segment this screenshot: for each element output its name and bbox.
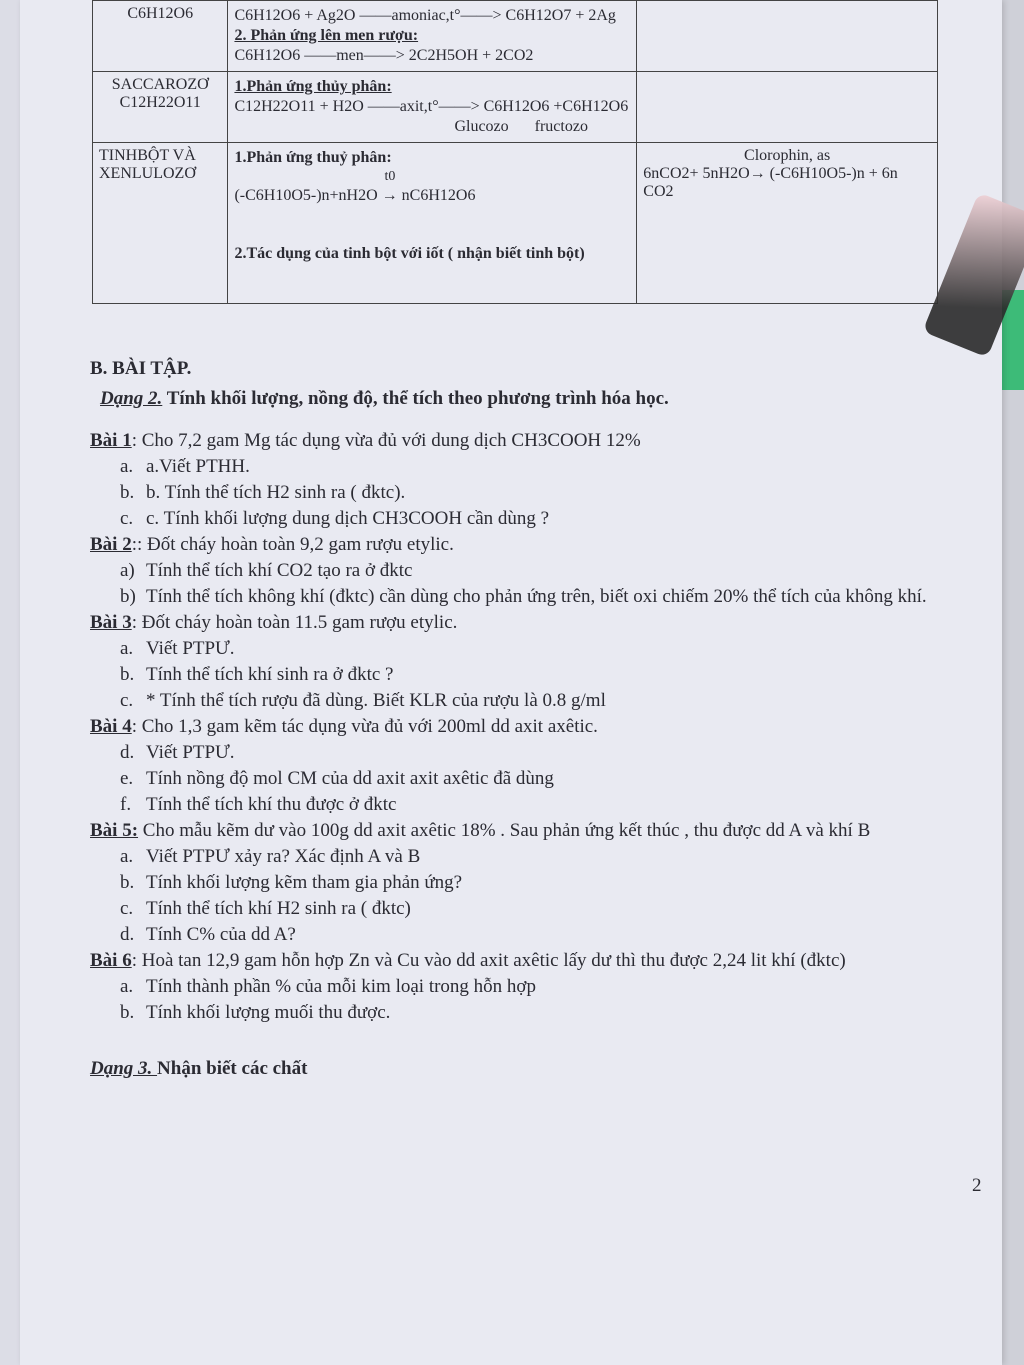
item-marker: d. — [120, 742, 135, 763]
list-item — [120, 688, 980, 714]
item-marker: a. — [120, 456, 134, 477]
item-text: Viết PTPƯ. — [146, 638, 235, 659]
reaction-title: 1.Phản ứng thuỷ phân: — [234, 149, 392, 166]
item-marker: a. — [120, 638, 134, 659]
item-text: Tính thể tích khí H2 sinh ra ( đktc) — [146, 898, 411, 919]
exercise-text: : Cho 1,3 gam kẽm tác dụng vừa đủ với 200ml dd axit axêtic. — [131, 716, 598, 737]
substance-cell — [93, 72, 228, 143]
item-marker: a. — [120, 976, 134, 997]
dang2-heading — [100, 386, 980, 412]
section-title: B. BÀI TẬP. — [90, 358, 192, 379]
exercise-items — [90, 636, 980, 714]
exercise-heading — [90, 532, 980, 558]
item-marker: b. — [120, 872, 135, 893]
list-item — [120, 844, 980, 870]
item-text: Tính nồng độ mol CM của dd axit axit axêtic đã dùng — [146, 768, 554, 789]
item-marker: b. — [120, 482, 135, 503]
exercise-heading — [90, 818, 980, 844]
item-text: b. Tính thể tích H2 sinh ra ( đktc). — [146, 482, 406, 503]
extra-cell — [637, 143, 938, 304]
extra-cell — [637, 72, 938, 143]
list-item — [120, 506, 980, 532]
item-text: Tính thể tích khí thu được ở đktc — [146, 794, 397, 815]
item-marker: a) — [120, 560, 135, 581]
exercise-items — [90, 558, 980, 610]
item-marker: c. — [120, 898, 134, 919]
exercise-label: Bài 4 — [90, 716, 132, 737]
exercise-label: Bài 1 — [90, 430, 132, 451]
extra-condition: Clorophin, as — [744, 147, 831, 164]
exercise-list — [90, 428, 980, 1026]
reaction-equation: (-C6H10O5-)n+nH2O → nC6H12O6 — [234, 187, 476, 204]
list-item — [120, 480, 980, 506]
list-item — [120, 558, 980, 584]
extra-cell — [637, 1, 938, 72]
item-text: Tính thành phần % của mỗi kim loại trong hỗn hợp — [146, 976, 536, 997]
dang3-title: Nhận biết các chất — [157, 1058, 308, 1079]
reaction-equation: C12H22O11 + H2O ——axit,t°——> C6H12O6 +C6H12O6 — [234, 98, 629, 115]
exercise-text: : Cho 7,2 gam Mg tác dụng vừa đủ với dung dịch CH3COOH 12% — [131, 430, 641, 451]
list-item — [120, 896, 980, 922]
dang3-heading — [90, 1056, 980, 1082]
list-item — [120, 454, 980, 480]
substance-name: TINHBỘT VÀ XENLULOZƠ — [99, 147, 196, 182]
list-item — [120, 870, 980, 896]
table-row — [93, 143, 938, 304]
exercise-items — [90, 740, 980, 818]
list-item — [120, 974, 980, 1000]
exercise-label: Bài 6 — [90, 950, 132, 971]
item-text: Tính khối lượng kẽm tham gia phản ứng? — [146, 872, 463, 893]
item-text: c. Tính khối lượng dung dịch CH3COOH cần dùng ? — [146, 508, 550, 529]
exercise-label: Bài 5: — [90, 820, 139, 841]
photosynthesis-equation: 6nCO2+ 5nH2O→ (-C6H10O5-)n + 6n CO2 — [643, 165, 898, 200]
item-marker: a. — [120, 846, 134, 867]
dang2-label: Dạng 2. — [100, 388, 163, 409]
item-text: a.Viết PTHH. — [146, 456, 250, 477]
exercise-text: : Hoà tan 12,9 gam hỗn hợp Zn và Cu vào dd axit axêtic lấy dư thì thu được 2,24 lit khí (đktc) — [131, 950, 846, 971]
substance-cell — [93, 143, 228, 304]
reaction-cell — [228, 143, 637, 304]
dang3-label: Dạng 3. — [90, 1058, 158, 1079]
exercise-heading — [90, 948, 980, 974]
exercise-heading — [90, 610, 980, 636]
page-number: 2 — [972, 1175, 982, 1196]
item-text: * Tính thể tích rượu đã dùng. Biết KLR của rượu là 0.8 g/ml — [146, 690, 606, 711]
item-marker: d. — [120, 924, 135, 945]
reaction-title: 1.Phản ứng thủy phân: — [234, 78, 392, 95]
product-names — [234, 118, 630, 136]
item-text: Tính thể tích khí sinh ra ở đktc ? — [146, 664, 394, 685]
exercise-label: Bài 3 — [90, 612, 132, 633]
substance-formula: C12H22O11 — [119, 94, 201, 111]
list-item — [120, 584, 980, 610]
reaction-title: 2.Tác dụng của tinh bột với iốt ( nhận biết tinh bột) — [234, 245, 585, 262]
reaction-table — [92, 0, 938, 304]
list-item — [120, 1000, 980, 1026]
item-text: Viết PTPƯ xảy ra? Xác định A và B — [146, 846, 421, 867]
list-item — [120, 662, 980, 688]
substance-name: SACCAROZƠ — [111, 76, 209, 93]
item-marker: e. — [120, 768, 134, 789]
reaction-title: 2. Phản ứng lên men rượu: — [234, 27, 419, 44]
item-marker: b. — [120, 1002, 135, 1023]
list-item — [120, 636, 980, 662]
reaction-cell — [228, 72, 637, 143]
dang2-title: Tính khối lượng, nồng độ, thể tích theo phương trình hóa học. — [162, 388, 669, 409]
table-row — [93, 72, 938, 143]
item-text: Tính C% của dd A? — [146, 924, 296, 945]
list-item — [120, 766, 980, 792]
exercise-section — [90, 356, 980, 1101]
item-marker: b) — [120, 586, 136, 607]
substance-cell — [93, 1, 228, 72]
item-marker: c. — [120, 508, 134, 529]
list-item — [120, 922, 980, 948]
exercise-text: Cho mẫu kẽm dư vào 100g dd axit axêtic 18% . Sau phản ứng kết thúc , thu được dd A và khí B — [138, 820, 871, 841]
exercise-items — [90, 454, 980, 532]
item-text: Tính khối lượng muối thu được. — [146, 1002, 391, 1023]
item-text: Viết PTPƯ. — [146, 742, 235, 763]
exercise-items — [90, 974, 980, 1026]
reaction-condition: t0 — [384, 169, 396, 184]
table-row — [93, 1, 938, 72]
exercise-items — [90, 844, 980, 948]
item-text: Tính thể tích không khí (đktc) cần dùng cho phản ứng trên, biết oxi chiếm 20% thể tích của không khí. — [146, 586, 927, 607]
reaction-cell — [228, 1, 637, 72]
exercise-heading — [90, 428, 980, 454]
substance-formula: C6H12O6 — [127, 5, 194, 22]
product-name: Glucozo — [454, 118, 509, 135]
item-text: Tính thể tích khí CO2 tạo ra ở đktc — [146, 560, 413, 581]
exercise-text: :: Đốt cháy hoàn toàn 9,2 gam rượu etylic. — [131, 534, 454, 555]
exercise-heading — [90, 714, 980, 740]
exercise-label: Bài 2 — [90, 534, 132, 555]
item-marker: b. — [120, 664, 135, 685]
item-marker: c. — [120, 690, 134, 711]
reaction-equation: C6H12O6 ——men——> 2C2H5OH + 2CO2 — [234, 47, 534, 64]
reaction-equation: C6H12O6 + Ag2O ——amoniac,t°——> C6H12O7 + 2Ag — [234, 7, 616, 24]
product-name: fructozo — [534, 118, 588, 135]
exercise-text: : Đốt cháy hoàn toàn 11.5 gam rượu etylic. — [131, 612, 458, 633]
item-marker: f. — [120, 794, 132, 815]
list-item — [120, 740, 980, 766]
list-item — [120, 792, 980, 818]
